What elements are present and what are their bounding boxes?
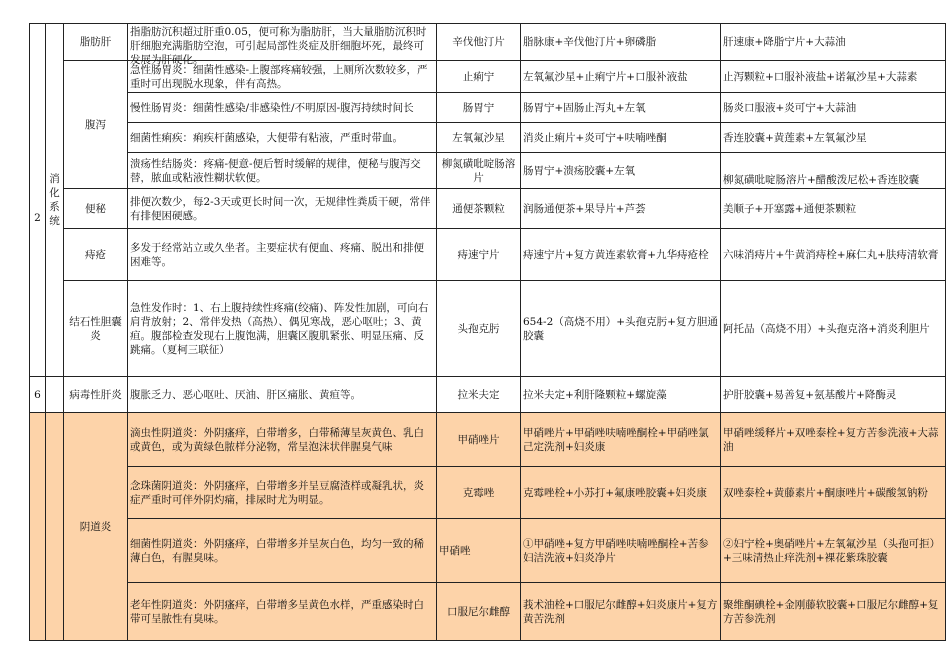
main-drug-cell: 痔速宁片 (437, 229, 521, 281)
alt-combo-cell: 护肝胶囊+易善复+氨基酸片+降酶灵 (721, 377, 946, 413)
main-drug-cell: 柳氮磺吡啶肠溶片 (437, 153, 521, 189)
disease-name: 阴道炎 (64, 413, 128, 641)
alt-combo-cell: ②妇宁栓+奥硝唑片+左氧氟沙星（头孢可拒）+三味清热止痒洗剂+裸花紫珠胶囊 (721, 519, 946, 583)
symptom-cell: 细菌性痢疾：痢疾杆菌感染，大便带有粘液，严重时带血。 (128, 123, 437, 153)
symptom-cell: 腹胀乏力、恶心呕吐、厌油、肝区痛胀、黄疸等。 (128, 377, 437, 413)
symptom-cell: 老年性阴道炎：外阴瘙痒，白带增多呈黄色水样，严重感染时白带可呈脓性有臭味。 (128, 583, 437, 641)
main-drug-cell: 克霉唑 (437, 467, 521, 519)
combo-cell: 克霉唑栓+小苏打+氟康唑胶囊+妇炎康 (521, 467, 721, 519)
disease-name: 腹泻 (64, 61, 128, 189)
main-drug-cell: 拉米夫定 (437, 377, 521, 413)
disease-name: 结石性胆囊炎 (64, 281, 128, 377)
main-drug-cell: 肠胃宁 (437, 93, 521, 123)
disease-name: 痔疮 (64, 229, 128, 281)
alt-combo-cell: 止泻颗粒+口服补液盐+诺氟沙星+大蒜素 (721, 61, 946, 93)
main-drug-cell: 通便茶颗粒 (437, 189, 521, 229)
alt-combo-cell: 肝速康+降脂宁片+大蒜油 (721, 24, 946, 61)
symptom-cell: 急性发作时：1、右上腹持续性疼痛(绞痛)、阵发性加剧，可向右肩背放射；2、常伴发热（高热）、偶见寒战，恶心呕吐；3、黄疸。腹部检查发现右上腹饱满，胆囊区腹肌紧张、明显压痛、反跳痛。（夏柯三联征） (128, 281, 437, 377)
combo-cell: 拉米夫定+利肝隆颗粒+螺旋藻 (521, 377, 721, 413)
system-label: 消化系统 (49, 173, 60, 227)
symptom-cell: 多发于经常站立或久坐者。主要症状有便血、疼痛、脱出和排便困难等。 (128, 229, 437, 281)
system-label-blank (46, 413, 64, 641)
combo-cell: 654-2（高烧不用）+头孢克肟+复方胆通胶囊 (521, 281, 721, 377)
symptom-cell: 指脂肪沉积超过肝重0.05，便可称为脂肪肝，当大量脂肪沉积时肝细胞充满脂肪空泡，可引起局部性炎症及肝细胞坏死，最终可发展为肝硬化。 (128, 24, 437, 61)
combo-cell: 肠胃宁+固肠止泻丸+左氧 (521, 93, 721, 123)
row-number: 2 (34, 212, 41, 224)
symptom-cell: 滴虫性阴道炎：外阴瘙痒，白带增多，白带稀薄呈灰黄色、乳白或黄色，或为黄绿色脓样分泌物，常呈泡沫状伴腥臭气味 (128, 413, 437, 467)
system-label-spacer (46, 377, 64, 413)
symptom-cell: 细菌性阴道炎：外阴瘙痒，白带增多并呈灰白色，均匀一致的稀薄白色，有腥臭味。 (128, 519, 437, 583)
combo-cell: 痔速宁片+复方黄连素软膏+九华痔疮栓 (521, 229, 721, 281)
medication-table (29, 23, 946, 641)
combo-cell: 莪术油栓+口服尼尔雌醇+妇炎康片+复方黄苦洗剂 (521, 583, 721, 641)
main-drug-cell: 头孢克肟 (437, 281, 521, 377)
alt-combo-cell: 柳氮磺吡啶肠溶片+醋酸泼尼松+香连胶囊 (721, 153, 946, 189)
alt-combo-cell: 阿托品（高烧不用）+头孢克洛+消炎利胆片 (721, 281, 946, 377)
combo-cell: ①甲硝唑+复方甲硝唑呋喃唑酮栓+苦参妇洁洗液+妇炎净片 (521, 519, 721, 583)
combo-cell: 润肠通便茶+果导片+芦荟 (521, 189, 721, 229)
disease-name: 脂肪肝 (64, 24, 128, 61)
alt-combo-cell: 肠炎口服液+炎可宁+大蒜油 (721, 93, 946, 123)
combo-cell: 脂脉康+辛伐他汀片+卵磷脂 (521, 24, 721, 61)
disease-name: 病毒性肝炎 (64, 377, 128, 413)
symptom-cell: 排便次数少，每2-3天或更长时间一次，无规律性粪质干硬，常伴有排便困硬感。 (128, 189, 437, 229)
symptom-cell: 慢性肠胃炎：细菌性感染/非感染性/不明原因-腹泻持续时间长 (128, 93, 437, 123)
alt-combo-cell: 双唑泰栓+黄藤素片+酮康唑片+碳酸氢钠粉 (721, 467, 946, 519)
combo-cell: 肠胃宁+溃疡胶囊+左氧 (521, 153, 721, 189)
symptom-cell: 急性肠胃炎：细菌性感染-上腹部疼痛较强，上厕所次数较多，严重时可出现脱水现象，伴有高热。 (128, 61, 437, 93)
combo-cell: 左氧氟沙星+止痢宁片+口服补液盐 (521, 61, 721, 93)
symptom-cell: 溃疡性结肠炎：疼痛-便意-便后暂时缓解的规律，便秘与腹泻交替，脓血或粘液性糊状软便。 (128, 153, 437, 189)
symptom-cell: 念珠菌阴道炎：外阴瘙痒，白带增多并呈豆腐渣样或凝乳状，炎症严重时可伴外阴灼痛，排尿时尤为明显。 (128, 467, 437, 519)
combo-cell: 消炎止痢片+炎可宁+呋喃唑酮 (521, 123, 721, 153)
disease-name: 便秘 (64, 189, 128, 229)
row-number: 6 (30, 377, 46, 413)
alt-combo-cell: 香连胶囊+黄莲素+左氧氟沙星 (721, 123, 946, 153)
main-drug-cell: 左氧氟沙星 (437, 123, 521, 153)
alt-combo-cell: 甲硝唑缓释片+双唑泰栓+复方苦参洗液+大蒜油 (721, 413, 946, 467)
main-drug-cell: 辛伐他汀片 (437, 24, 521, 61)
alt-combo-cell: 聚维酮碘栓+金刚藤软胶囊+口服尼尔雌醇+复方苦参洗剂 (721, 583, 946, 641)
alt-combo-cell: 美顺子+开塞露+通便茶颗粒 (721, 189, 946, 229)
main-drug-cell: 甲硝唑片 (437, 413, 521, 467)
main-drug-cell: 止痢宁 (437, 61, 521, 93)
system-label-cell (46, 24, 64, 377)
combo-cell: 甲硝唑片+甲硝唑呋喃唑酮栓+甲硝唑氯己定洗剂+妇炎康 (521, 413, 721, 467)
alt-combo-cell: 六味消痔片+牛黄消痔栓+麻仁丸+肤痔清软膏 (721, 229, 946, 281)
main-drug-cell: 甲硝唑 (437, 519, 521, 583)
row-number-cell (30, 24, 46, 377)
main-drug-cell: 口服尼尔雌醇 (437, 583, 521, 641)
row-number-blank (30, 413, 46, 641)
